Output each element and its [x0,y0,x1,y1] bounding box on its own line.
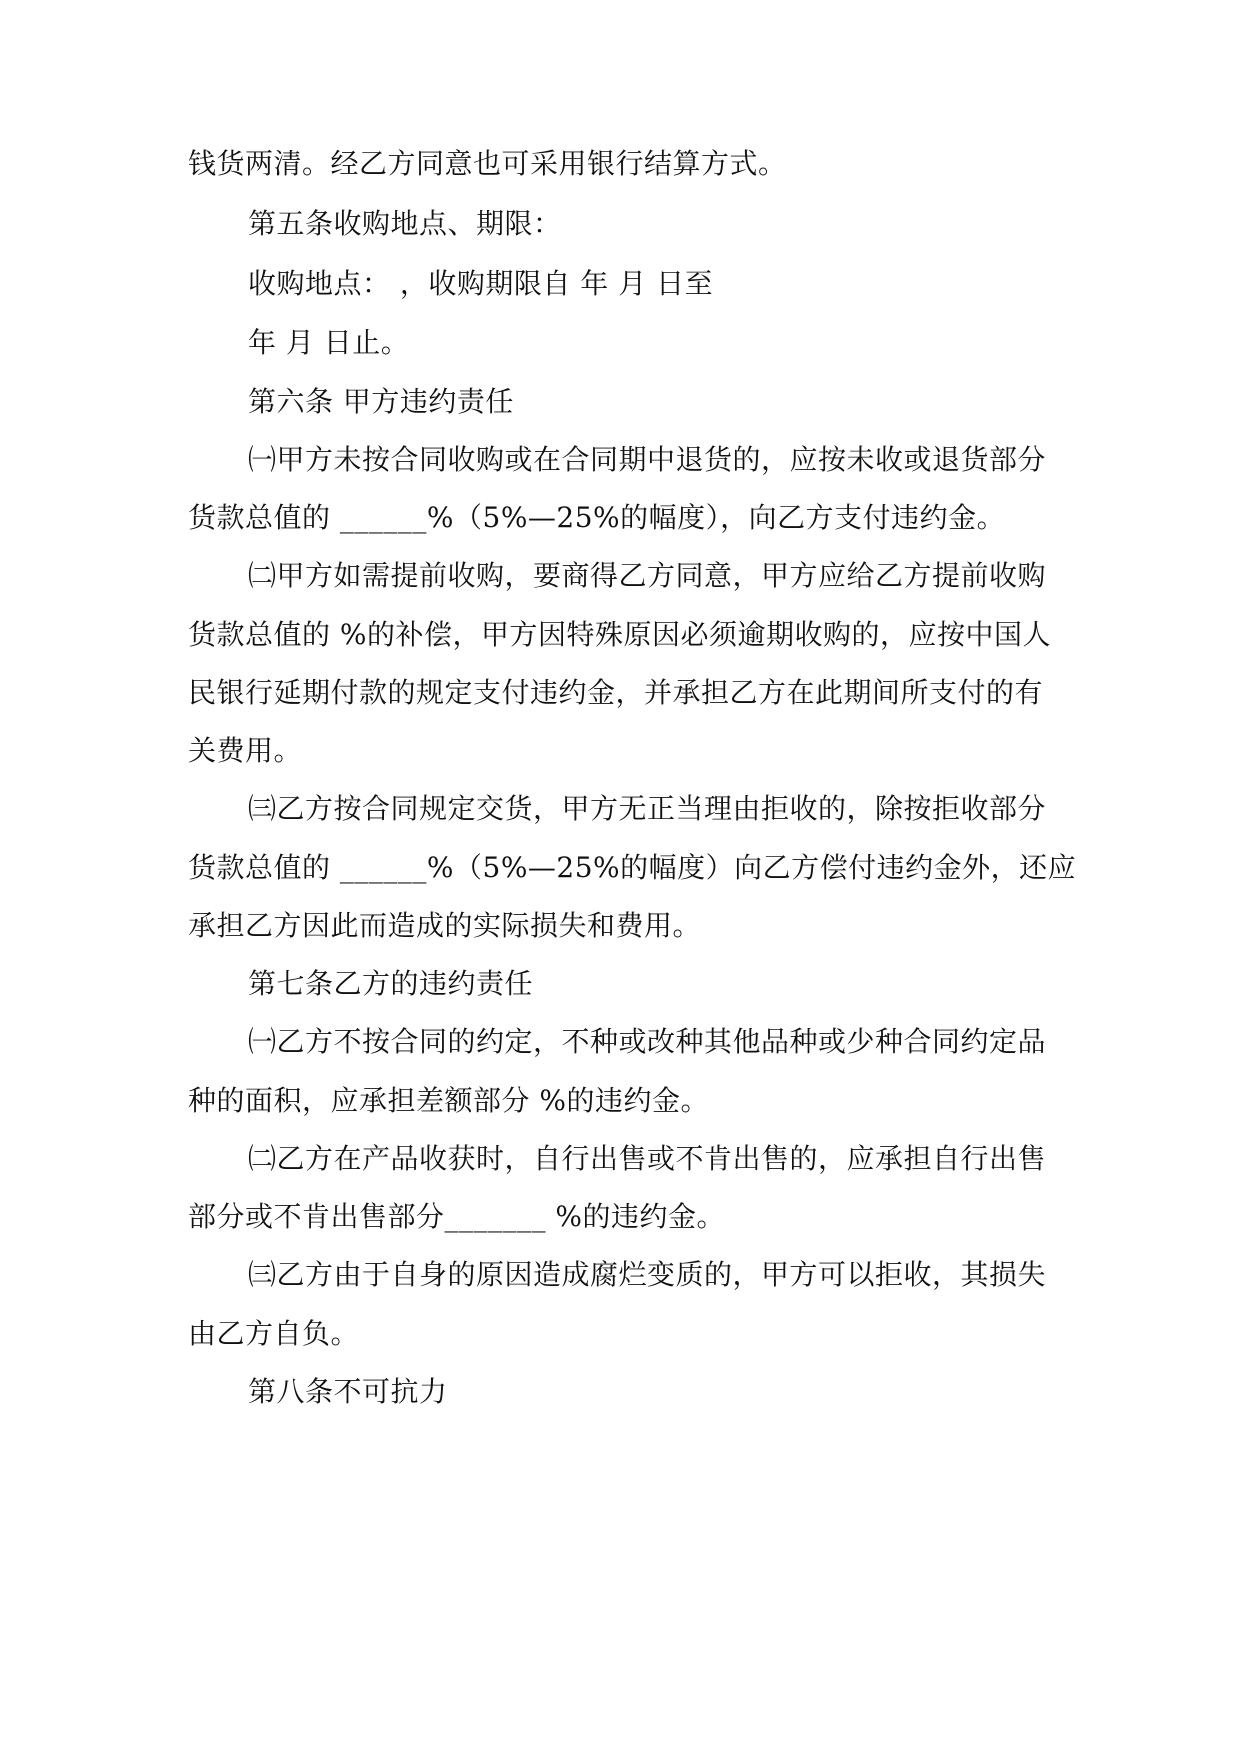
article-6-clause-1-line-2: 货款总值的 ______%（5%—25%的幅度），向乙方支付违约金。 [188,501,1006,534]
text-line-purchase-location: 收购地点： ，收购期限自 年 月 日至 [248,267,714,300]
text-line-payment-settlement: 钱货两清。经乙方同意也可采用银行结算方式。 [188,147,787,180]
text-line-purchase-end-date: 年 月 日止。 [248,326,410,359]
article-7-clause-3-line-2: 由乙方自负。 [188,1317,360,1350]
article-6-clause-2-line-3: 民银行延期付款的规定支付违约金，并承担乙方在此期间所支付的有 [188,676,1044,709]
article-6-clause-2-line-2: 货款总值的 %的补偿，甲方因特殊原因必须逾期收购的，应按中国人 [188,618,1052,651]
article-7-clause-3-line-1: ㈢乙方由于自身的原因造成腐烂变质的，甲方可以拒收，其损失 [248,1258,1047,1291]
article-7-clause-1-line-1: ㈠乙方不按合同的约定，不种或改种其他品种或少种合同约定品 [248,1025,1047,1058]
article-6-heading: 第六条 甲方违约责任 [248,385,514,418]
article-7-clause-1-line-2: 种的面积，应承担差额部分 %的违约金。 [188,1084,710,1117]
article-6-clause-3-line-3: 承担乙方因此而造成的实际损失和费用。 [188,909,702,942]
article-7-clause-2-line-2: 部分或不肯出售部分_______ %的违约金。 [188,1200,726,1233]
article-7-heading: 第七条乙方的违约责任 [248,967,534,1000]
article-6-clause-3-line-2: 货款总值的 ______%（5%—25%的幅度）向乙方偿付违约金外，还应 [188,851,1077,884]
article-6-clause-1-line-1: ㈠甲方未按合同收购或在合同期中退货的，应按未收或退货部分 [248,443,1047,476]
article-8-heading: 第八条不可抗力 [248,1375,448,1408]
article-7-clause-2-line-1: ㈡乙方在产品收获时，自行出售或不肯出售的，应承担自行出售 [248,1142,1047,1175]
article-6-clause-3-line-1: ㈢乙方按合同规定交货，甲方无正当理由拒收的，除按拒收部分 [248,792,1047,825]
article-5-heading: 第五条收购地点、期限： [248,207,562,240]
article-6-clause-2-line-1: ㈡甲方如需提前收购，要商得乙方同意，甲方应给乙方提前收购 [248,559,1047,592]
article-6-clause-2-line-4: 关费用。 [188,734,303,767]
